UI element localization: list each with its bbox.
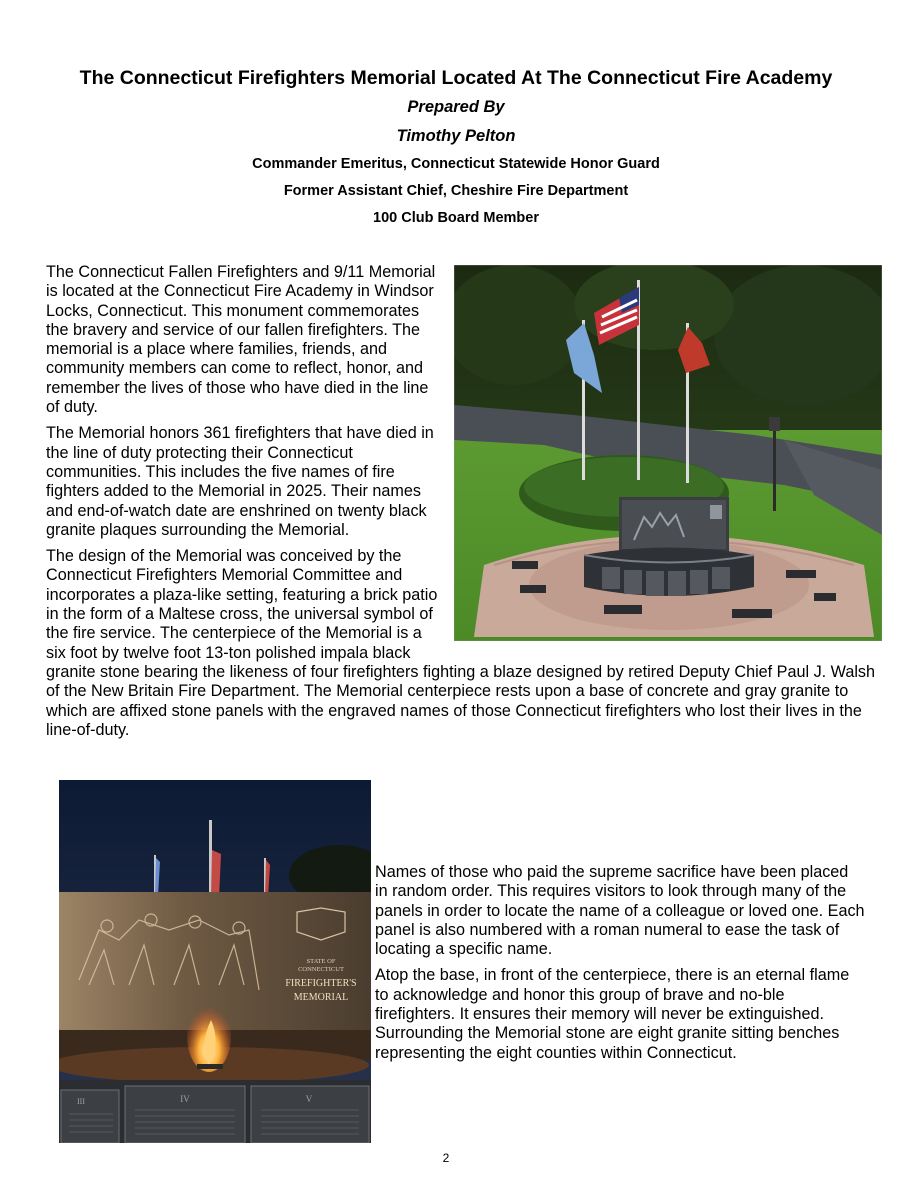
panel-numeral-iii: III [77,1097,85,1106]
panel-numeral-iv: IV [180,1094,190,1104]
main-text-column [46,263,886,747]
document-title: The Connecticut Firefighters Memorial Located At The Connecticut Fire Academy [79,67,833,89]
author-role-honor-guard: Commander Emeritus, Connecticut Statewide Honor Guard [252,156,660,172]
prepared-by-label: Prepared By [407,98,505,116]
paragraph-names-order: Names of those who paid the supreme sacrifice have been placed in random order. This requires visitors to look through many of the panels in order to locate the name of a colleague or loved one. Each panel is also numbered with a roman numeral to ease the task of locating a specific name. [375,863,865,959]
paragraph-location: The Connecticut Fallen Firefighters and 9/11 Memorial is located at the Connecticut Fire Academy in Windsor Locks, Connecticut. This monument commemorates the bravery and service of our fallen firefighters. The memorial is a place where families, friends, and community members can come to reflect, honor, and remember the lives of those who have died in the line of duty. [46,263,436,417]
page-number: 2 [442,1151,450,1165]
panel-numeral-v: V [305,1094,313,1104]
engraving-state: STATE OF [306,958,336,965]
paragraph-design: The design of the Memorial was conceived by the Connecticut Firefighters Memorial Committee and incorporates a plaza-like setting, featuring a brick patio in the form of a Maltese cross, the universal symbol of the fire service. The centerpiece of the Memorial is a six foot by twelve foot 13-ton polished impala black granite stone bearing the likeness of four firefighters fighting a blaze designed by retired Deputy Chief Paul J. Walsh of the New Britain Fire Department. The Memorial centerpiece rests upon a base of concrete and gray granite to which are affixed stone panels with the engraved names of those Connecticut firefighters who lost their lives in the line-of-duty. [46,547,876,739]
engraving-state2: CONNECTICUT [298,966,344,973]
memorial-daytime-photo [454,265,882,641]
memorial-night-photo [59,780,371,1143]
paragraph-eternal-flame: Atop the base, in front of the centerpiece, there is an eternal flame to acknowledge and honor this group of brave and no-ble firefighters. It ensures their memory will never be extinguished. Surrounding the Memorial stone are eight granite sitting benches representing the eight counties within Connecticut. [375,966,850,1062]
author-role-fire-department: Former Assistant Chief, Cheshire Fire Department [283,183,629,199]
paragraph-honors: The Memorial honors 361 firefighters that have died in the line of duty protecting their Connecticut communities. This includes the five names of fire fighters added to the Memorial in 2025. Their names and end-of-watch date are enshrined on twenty black granite plaques surrounding the Memorial. [46,424,434,539]
author-role-100-club: 100 Club Board Member [373,210,539,226]
engraving-line2: MEMORIAL [293,992,349,1003]
engraving-line1: FIREFIGHTER'S [285,978,357,989]
author-name: Timothy Pelton [396,127,516,145]
secondary-text-column [375,863,865,1070]
